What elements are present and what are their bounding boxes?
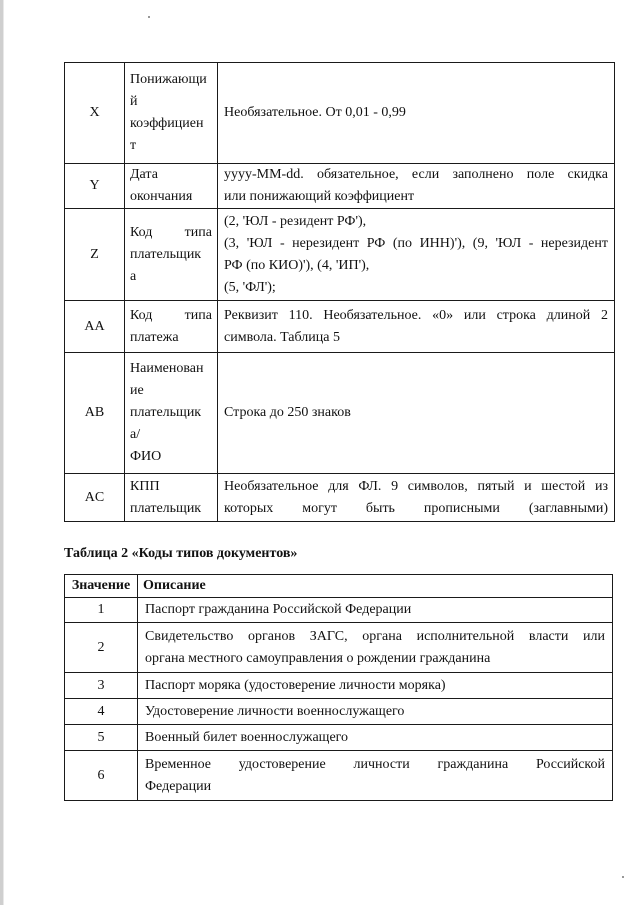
field-code: X — [65, 63, 125, 164]
fields-table — [64, 62, 615, 522]
doc-type-description-line: органа местного самоуправления о рождении гражданина — [145, 650, 491, 666]
table-row — [65, 353, 615, 474]
field-description-line: Реквизит 110. Необязательное. «0» или строка длиной 2 — [224, 307, 608, 323]
field-name-line: Понижающи — [130, 72, 207, 87]
field-name-line: плательщик — [130, 246, 202, 262]
field-description-line: Необязательное для ФЛ. 9 символов, пятый и шестой из — [224, 478, 608, 494]
doc-type-description-line: Свидетельство органов ЗАГС, органа исполнительной власти или — [145, 628, 605, 644]
document-types-table — [64, 574, 613, 801]
table-row — [65, 673, 613, 699]
field-description-line: символа. Таблица 5 — [224, 329, 340, 345]
table-row — [65, 598, 613, 623]
scan-speck — [622, 876, 624, 878]
scan-speck — [148, 16, 150, 18]
field-name-line: а/ — [130, 427, 141, 442]
doc-type-description-line: Федерации — [145, 778, 212, 794]
field-name — [125, 301, 218, 353]
doc-type-description-line: Военный билет военнослужащего — [145, 729, 349, 745]
column-header-value: Значение — [65, 575, 138, 598]
doc-type-code: 1 — [65, 598, 138, 623]
field-description-line: Строка до 250 знаков — [224, 405, 351, 420]
table-row — [65, 164, 615, 209]
doc-type-description — [138, 673, 613, 699]
table-row — [65, 63, 615, 164]
field-name-line: КПП — [130, 478, 160, 494]
field-description — [218, 209, 615, 301]
field-name — [125, 474, 218, 522]
doc-type-code: 5 — [65, 725, 138, 751]
field-name-line: й — [130, 94, 138, 109]
table-header-row — [65, 575, 613, 598]
field-name-line: Код типа — [130, 224, 212, 240]
field-description-line: уууу-ММ-dd. обязательное, если заполнено поле скидка — [224, 167, 608, 182]
column-header-description: Описание — [138, 575, 613, 598]
table-row — [65, 623, 613, 673]
field-description — [218, 63, 615, 164]
doc-type-description-line: Временное удостоверение личности гражданина Российской — [145, 756, 605, 772]
doc-type-description — [138, 598, 613, 623]
field-code: AA — [65, 301, 125, 353]
table-2-title: Таблица 2 «Коды типов документов» — [64, 546, 298, 561]
field-name-line: а — [130, 268, 137, 284]
doc-type-code: 3 — [65, 673, 138, 699]
field-name-line: коэффициен — [130, 116, 204, 131]
field-name-line: т — [130, 138, 137, 153]
field-code: Y — [65, 164, 125, 209]
doc-type-description — [138, 623, 613, 673]
doc-type-description-line: Удостоверение личности военнослужащего — [145, 703, 405, 719]
field-name-line: окончания — [130, 189, 193, 204]
field-name-line: плательщик — [130, 500, 202, 516]
table-row — [65, 474, 615, 522]
table-row — [65, 209, 615, 301]
field-description-line: или понижающий коэффициент — [224, 189, 415, 204]
table-row — [65, 301, 615, 353]
field-code: AC — [65, 474, 125, 522]
field-name-line: Код типа — [130, 307, 212, 323]
field-description-line: (3, 'ЮЛ - нерезидент РФ (по ИНН)'), (9, 'ЮЛ - нерезидент — [224, 235, 608, 251]
field-description-line: РФ (по КИО)'), (4, 'ИП'), — [224, 257, 370, 273]
field-name — [125, 164, 218, 209]
field-name-line: ие — [130, 383, 144, 398]
field-name-line: Наименован — [130, 361, 204, 376]
scan-left-edge-shadow — [3, 0, 4, 905]
doc-type-description — [138, 751, 613, 801]
doc-type-description — [138, 725, 613, 751]
field-code: AB — [65, 353, 125, 474]
doc-type-code: 6 — [65, 751, 138, 801]
table-row — [65, 699, 613, 725]
doc-type-code: 4 — [65, 699, 138, 725]
field-name-line: ФИО — [130, 449, 162, 464]
field-description-line: (5, 'ФЛ'); — [224, 279, 276, 295]
field-description — [218, 301, 615, 353]
field-name-line: платежа — [130, 329, 179, 345]
field-name-line: плательщик — [130, 405, 202, 420]
table-row — [65, 725, 613, 751]
doc-type-description-line: Паспорт моряка (удостоверение личности моряка) — [145, 677, 446, 693]
field-code: Z — [65, 209, 125, 301]
table-row — [65, 751, 613, 801]
field-description — [218, 164, 615, 209]
field-description — [218, 353, 615, 474]
field-name — [125, 209, 218, 301]
field-description — [218, 474, 615, 522]
field-description-line: (2, 'ЮЛ - резидент РФ'), — [224, 213, 367, 229]
field-name-line: Дата — [130, 167, 158, 182]
field-description-line: которых могут быть прописными (заглавными) — [224, 500, 608, 516]
field-name — [125, 63, 218, 164]
doc-type-code: 2 — [65, 623, 138, 673]
field-name — [125, 353, 218, 474]
doc-type-description — [138, 699, 613, 725]
doc-type-description-line: Паспорт гражданина Российской Федерации — [145, 602, 412, 617]
field-description-line: Необязательное. От 0,01 - 0,99 — [224, 105, 406, 120]
